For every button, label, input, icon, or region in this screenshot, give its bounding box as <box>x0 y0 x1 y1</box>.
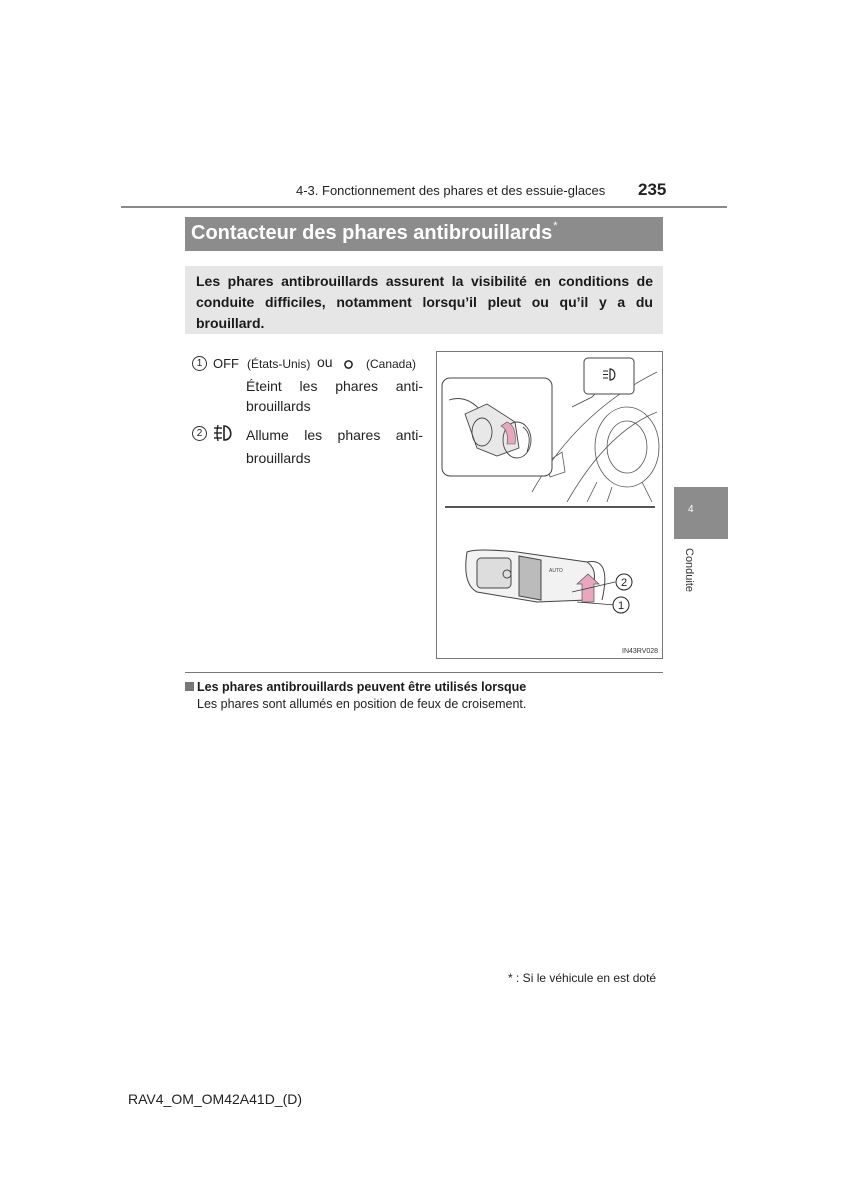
subsection-divider <box>185 672 663 673</box>
subsection-heading-text: Les phares antibrouillards peuvent être utilisés lorsque <box>197 680 527 694</box>
section-title-text: Contacteur des phares antibrouillards <box>191 222 553 244</box>
front-fog-light-icon <box>212 424 236 442</box>
callout-1: 1 <box>617 600 625 612</box>
header-divider <box>121 206 727 208</box>
off-circle-icon <box>343 357 354 368</box>
footnote-marker: * <box>508 971 513 985</box>
switch-illustration <box>437 352 662 658</box>
chapter-tab-number: 4 <box>688 504 694 515</box>
chapter-tab <box>674 487 728 539</box>
section-title <box>185 217 663 251</box>
illustration-frame <box>436 351 663 659</box>
svg-text:AUTO: AUTO <box>549 568 563 574</box>
item-2-text-line1: Allume les phares anti- <box>246 427 423 443</box>
title-footnote-marker: * <box>553 220 558 232</box>
item-2-text-line2: brouillards <box>246 450 311 466</box>
item-1-number: 1 <box>192 356 207 371</box>
subsection-body: Les phares sont allumés en position de feux de croisement. <box>197 697 527 711</box>
region-us-label: (États-Unis) <box>247 357 311 371</box>
callout-2: 2 <box>620 577 628 589</box>
document-code-footer: RAV4_OM_OM42A41D_(D) <box>128 1091 303 1107</box>
running-header-section: 4-3. Fonctionnement des phares et des essuie-glaces <box>296 183 606 198</box>
footnote <box>508 971 656 985</box>
off-symbol: OFF <box>213 356 239 371</box>
subsection-heading <box>185 680 526 694</box>
page-number: 235 <box>638 180 667 199</box>
item-1-connector: ou <box>317 354 333 370</box>
chapter-tab-label: Conduite <box>683 548 695 593</box>
square-bullet-icon <box>185 682 194 691</box>
footnote-text: : Si le véhicule en est doté <box>516 971 657 985</box>
intro-box: Les phares antibrouillards assurent la visibilité en conditions de conduite difficiles, notamment lorsqu’il pleut ou qu’il y a du brouillard. <box>185 266 663 334</box>
item-1-text-line2: brouillards <box>246 398 311 414</box>
figure-code: IN43RV028 <box>622 648 659 655</box>
region-ca-label: (Canada) <box>366 357 417 371</box>
item-2-number: 2 <box>192 426 207 441</box>
item-1-text-line1: Éteint les phares anti- <box>246 378 423 394</box>
